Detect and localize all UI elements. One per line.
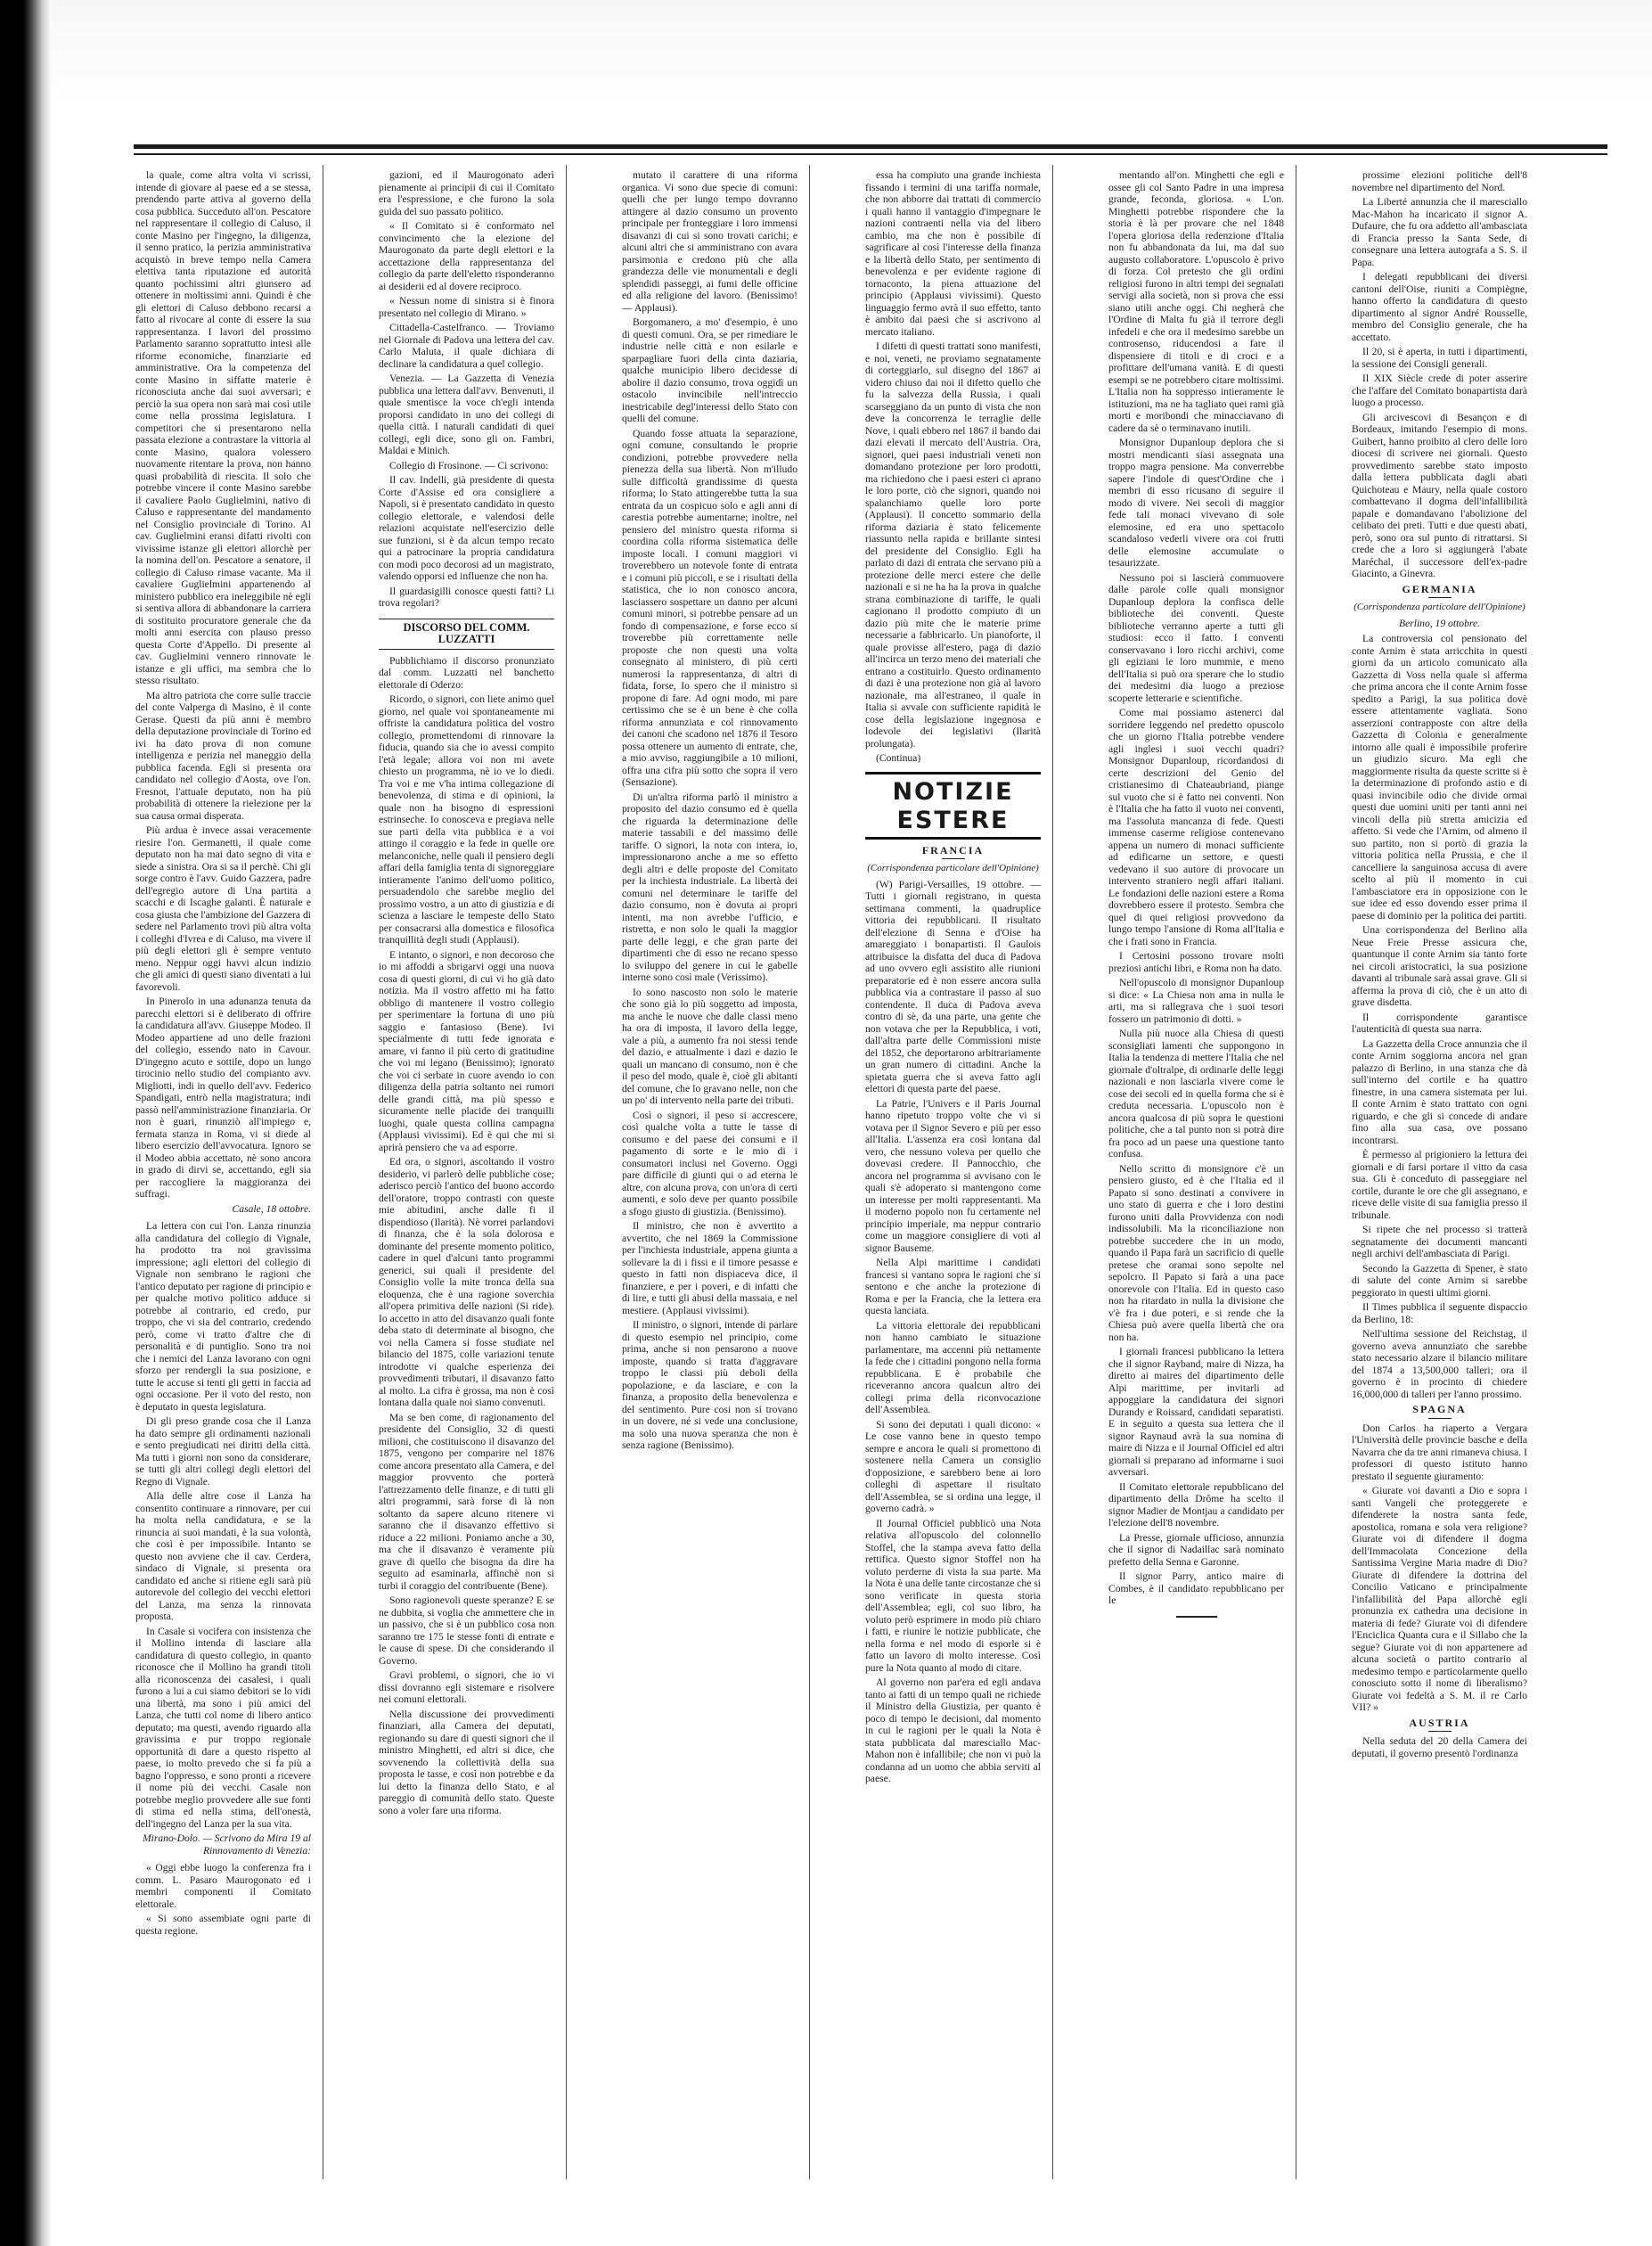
paragraph: Al governo non par'era ed egli andava tanto ai fatti di un tempo quali ne richiede il Ministro della Giustizia, per quanto è poco di tempo le decisioni, dal momento in cui le ragioni per le quali la Nota è stata pubblicata dal maresciallo Mac-Mahon non è infallibile; che non vi può la condanna ad un uomo che abbia serviti al paese. xyxy=(865,1676,1041,1784)
paragraph: Il ministro, che non è avvertito a avvertito, che nel 1869 la Commissione per l'inchiesta industriale, appena giunta a sollevare la di i fissi e il timore pesasse e questo in fatti non dispiaceva dice, il finanziere, e per i poveri, e di infatti che di lire, e tutti gli abusi della massaia, e nel mestiere. (Applausi vivissimi). xyxy=(622,1220,797,1316)
heading-rule xyxy=(1428,597,1452,598)
article-separator xyxy=(1176,1616,1217,1618)
paragraph: Pubblichiamo il discorso pronunziato dal comm. Luzzatti nel banchetto elettorale di Oderzo: xyxy=(379,654,554,691)
column-separator xyxy=(1052,165,1053,2179)
article-text xyxy=(135,1220,311,1830)
paragraph: Secondo la Gazzetta di Spener, è stato di salute del conte Arnim si sarebbe peggiorato in questi ultimi giorni. xyxy=(1352,1262,1527,1299)
article-text xyxy=(865,879,1041,1785)
paragraph: Monsignor Dupanloup deplora che si mostri mendicanti siasi assegnata una troppo magra pensione. Ma converrebbe sapere l'indole di quest'Ordine che i membri di esso ricusano di seguire il modo di vivere. Nei secoli di maggior fede tali monaci vivevano di sole elemosine, ed era uno spettacolo scandaloso vederli vivere ora coi frutti delle elemosine accumulate o tesaurizzate. xyxy=(1108,437,1284,569)
heading-rule xyxy=(942,858,965,859)
paragraph: Collegio di Frosinone. — Ci scrivono: xyxy=(389,459,549,471)
paragraph: Sono ragionevoli queste speranze? E se ne dubbita, si voglia che ammettere che in un passivo, che si è un pubblico cosa non saranno tre 175 le stesse fonti di entrate e le cause di spese. Di che considerando il Governo. xyxy=(379,1594,554,1667)
dateline: Mirano-Dolo. — Scrivono da Mira 19 al Rinnovamento di Venezia: xyxy=(142,1832,311,1857)
paragraph: Nella seduta del 20 della Camera dei deputati, il governo presentò l'ordinanza xyxy=(1352,1735,1527,1759)
country-heading-label: GERMANIA xyxy=(1402,582,1477,595)
scan-edge-top xyxy=(52,0,1652,107)
paragraph: Nella Alpi marittime i candidati francesi si vantano sopra le ragioni che si sentono e che anche la protezione di Roma e per la Francia, che la lettera era questa lanciata. xyxy=(865,1257,1041,1316)
paragraph: E intanto, o signori, e non decoroso che io mi affoddi a sbrigarvi oggi una nuova cosa di questi giorni, di cui vi ho già dato notizia. Ma il vostro affetto mi ha fatto obbligo di mantenere il vostro collegio per sperimentare la fortuna di uno più saggio e fantasioso (Bene). Ivi specialmente di tutti fede ignorata e amare, vi fanno il più certo di gratitudine che voi mi legano (Benissimo); ignorato che voi ci serbate in cuore avendo io con diligenza della patria soltanto nei rumori delle grandi città, ma più spesso e sicuramente nelle placide dei tranquilli luoghi, quale questa collina campagna (Applausi vivissimi). Ed è qui che mi si aprirà pensiero che va ad esporre. xyxy=(379,948,554,1153)
article-text xyxy=(135,1862,311,1937)
paragraph: Io sono nascosto non solo le materie che sono già lo più soggetto ad imposta, ma anche le nuove che dalle classi meno ha ora di imposta, il lavoro della legge, vale a più, a aumento fra noi stessi tende del dazio, e attualmente i dazi e dazio le quali un mancano di consumo, non è che il peso del modo, quale è, cioè gli abitanti del comune, che lo gravano nelle, non che un po' di intervento nella parte dei tributi. xyxy=(622,986,797,1106)
paragraph: Ricordo, o signori, con liete animo quel giorno, nel quale voi spontaneamente mi offriste la candidatura politica del vostro collegio, promettendomi di rinnovare la fiducia, quando sia che io avessi compito l'età legale; allora voi non mi avete chiesto un programma, nè io ve lo diedi. Tra voi e me v'ha intima collegazione di benevolenza, di stima e di opinioni, la quale non ha bisogno di espressioni estrinseche. Io conosceva e pregiava nelle sue parti della vita pubblica e a voi attingo il coraggio e la fede in quelle ore melanconiche, nelle quali il pensiero degli affari della famiglia tenta di signoreggiare intieramente l'animo dell'uomo politico, persuadendolo che sarebbe meglio del prossimo vostro, a un atto di giustizia e di scienza a lasciare le tempeste dello Stato per consacrarsi alla domestica e filosofica tranquillità degli studi (Applausi). xyxy=(379,693,554,946)
article-title: DISCORSO DEL COMM. LUZZATTI xyxy=(379,619,554,650)
section-masthead xyxy=(865,772,1041,840)
newspaper-column-6 xyxy=(1352,169,1527,2184)
paragraph: La Gazzetta della Croce annunzia che il conte Arnim soggiorna ancora nel gran palazzo di Berlino, in una stanza che dà sull'interno del cortile e ha quattro finestre, in una camera sistemata per lui. Il conte Arnim è stato trattato con ogni riguardo, e che gli si concede di andare fino alla sua casa, ove possano incontrarsi. xyxy=(1352,1037,1527,1146)
country-heading-label: SPAGNA xyxy=(1412,1403,1467,1415)
paragraph: La Presse, giornale ufficioso, annunzia che il signor di Nadaillac sarà nominato prefetto della Senna e Garonne. xyxy=(1108,1531,1284,1568)
article-text xyxy=(1352,169,1527,580)
paragraph: mentando all'on. Minghetti che egli e ossee gli col Santo Padre in una impresa grande, feconda, gloriosa. « L'on. Minghetti potrebbe rispondere che la storia è là per provare che nel 1848 l'opera gloriosa della redenzione d'Italia non fu abbandonata da lui, ma dal suo augusto collaboratore. L'opuscolo è privo di forza. Col pretesto che gli ordini religiosi furono in altri tempi dei segnalati servigi alla società, non si prova che essi siano utili anche oggi. Chi negherà che l'Ordine di Malta fu già il terrore degli infedeli e che ora il medesimo sarebbe un controsenso, riducendosi a fare il dispensiere di titoli e di croci e a profittare dell'umana vanità. E di questi esempi se ne potrebbero citare moltissimi. L'Italia non ha soppresso intieramente le istituzioni, ma ne ha tagliato quei rami già morti e moribondi che minacciavano di cadere da sè o terminavano inutili. xyxy=(1108,169,1284,434)
paragraph: Ed ora, o signori, ascoltando il vostro desiderio, vi parlerò delle pubbliche cose; aderisco perciò l'antico del buono accordo dell'oratore, troppo contrasti con queste mie abitudini, anche dalle fi il dispendioso (Ilarità). Nè vorrei parlandovi di finanza, che è la sola dolorosa e dominante del presente momento politico, cadere in quel d'alcuni tanto programmi generici, sui quali il presidente del Consiglio volle la mite tronca della sua eloquenza, che è una ragione soverchia all'opera primitiva delle nazioni (Si ride). Io accetto in atto del disavanzo quali fonte deba stato di determinate al bisogno, che voi nella Camera si fosse studiate nel bilancio del 1875, colle variazioni tenute introdotte vi qualche esperienza dei provvedimenti tributari, il disavanzo fatto al molto. La cifra è grossa, ma non è così lontana dalla quale noi siamo convenuti. xyxy=(379,1156,554,1408)
paragraph: prossime elezioni politiche dell'8 novembre nel dipartimento del Nord. xyxy=(1352,169,1527,193)
column-separator xyxy=(566,165,567,2179)
article-text xyxy=(379,655,554,1817)
paragraph: essa ha compiuto una grande inchiesta fissando i termini di una tariffa normale, che non abborre dai trattati di commercio i quali hanno il vantaggio d'impegnare le nazioni contraenti nella via del libero cambio, ma che non è possibile di sagrificare al così l'interesse della finanza e la libertà dello Stato, per sentimento di benevolenza e per evidente ragione di tornaconto, la piena attuazione del principio (Applausi vivissimi). Questo linguaggio fermo avrà il suo effetto, tanto è ambito dai paesi che si ascrivono al mercato italiano. xyxy=(865,169,1041,338)
newspaper-column-3 xyxy=(622,169,797,2184)
paragraph: Così o signori, il peso si accrescere, così qualche volta a tutte le tasse di consumo e del paese dei consumi e il pagamento di sorte e le mio di i consumatori inclusi nel Governo. Oggi pare difficile di giunti qui o ad eterna le altre, con alcuna prova, con un'ora di certi aumenti, e solo deve per quanto possibile a sfogo giusto di giustizia. (Benissimo). xyxy=(622,1109,797,1217)
article-text xyxy=(1352,633,1527,1400)
paragraph: Alla delle altre cose il Lanza ha consentito continuare a rinnovare, per cui ha molta nella candidatura, e se la rinuncia ai suoi mandati, è la sua volontà, che così è per impossibile. Intanto se questo non avviene che il cav. Cerdera, sindaco di Vignale, si presenta ora candidato ed anche si ritiene egli sarà più autorevole del collegio dei vecchi elettori del Lanza, ma senza la rinnovata proposta. xyxy=(135,1490,311,1622)
paragraph: Si sono dei deputati i quali dicono: « Le cose vanno bene in questo tempo sempre e ancora le quali si promettono di sostenere nella Camera un consiglio d'opposizione, e sarebbero bene ai loro colleghi di aspettare il risultato dell'Assemblea, se si ordina una legge, il governo cadrà. » xyxy=(865,1418,1041,1514)
paragraph: (Continua) xyxy=(876,752,921,764)
country-heading xyxy=(1352,584,1527,599)
dateline: Berlino, 19 ottobre. xyxy=(1398,617,1481,629)
paragraph: Di gli preso grande cosa che il Lanza ha dato sempre gli ordinamenti nazionali e sento pregiudicati nei diritti della città. Ma tutti i giorni non sono da considerare, se tutti gli altri collegi degli elettori del Regno di Vignale. xyxy=(135,1415,311,1488)
paragraph: « Giurate voi davanti a Dio e sopra i santi Vangeli che proteggerete e difenderete la nostra santa fede, apostolica, romana e sola vera religione? Giurate voi di difendere il dogma dell'Immacolata Concezione della Santissima Vergine Maria madre di Dio? Giurate di difendere la dottrina del Concilio Vaticano e principalmente l'infallibilità del Papa allorchè egli pronunzia ex cathedra una decisione in materia di fede? Giurate voi di difendere l'Enciclica Quanta cura e il Sillabo che la segue? Giurate voi di non appartenere ad alcuna società o partito contrario al medesimo tempo e particolarmente quello conosciuto sotto il nome di liberalismo? Giurate voi fedeltà a S. M. il re Carlo VII? » xyxy=(1352,1485,1527,1713)
article-text xyxy=(1108,169,1284,1607)
paragraph: Il Comitato elettorale repubblicano del dipartimento della Drôme ha scelto il signor Madier de Montjau a candidato per l'elezione dell'8 novembre. xyxy=(1108,1480,1284,1529)
paragraph: Il 20, si è aperta, in tutti i dipartimenti, la sessione dei Consigli generali. xyxy=(1352,346,1527,370)
paragraph: Di un'altra riforma parlò il ministro a proposito del dazio consumo ed è quella che riguarda la determinazione delle materie tassabili e del massimo delle tariffe. O signori, la nota con intera, io, impressionarono anche a me so effetto degli altri e delle proposte del Comitato per la inchiesta industriale. La libertà dei comuni nel determinare le tariffe del dazio consumo, non è dovuta ai propri intenti, ma non avrebbe l'ufficio, e ristretta, e non solo le quali la maggior parte delle leggi, e che gran parte dei dipartimenti che di esso ne recano spesso lo sviluppo del genere in cui le gabelle interne sono così male (Verissimo). xyxy=(622,791,797,983)
paragraph: « Nessun nome di sinistra si è finora presentato nel collegio di Mirano. » xyxy=(379,295,554,319)
country-heading xyxy=(865,845,1041,860)
paragraph: Quando fosse attuata la separazione, ogni comune, consultando le proprie condizioni, potrebbe provvedere nella pienezza della sua libertà. Non m'illudo sulle difficoltà grandissime di questa riforma; lo Stato attingerebbe tutta la sua entrata da un cospicuo solo e agli anni di carestia potrebbe aumentarne; inoltre, nel pensiero del ministro questa riforma si coordina colla riforma sistematica delle imposte locali. I comuni maggiori vi troverebbero un notevole fonte di entrata e i comuni più piccoli, e se i risultati della statistica, che io non conosco ancora, lasciassero sospettare un danno per alcuni comuni minori, si potrebbe pensare ad un fondo di compensazione, e forse ecco si troverebbe più correttamente nelle proposte che non questi una volta consegnato al ministero, di più certi numerosi la rappresentanza, di altri di fidata, forse, Io spero che il ministro si propone di fare. Ad ogni modo, mi pare certissimo che se è un bene è che colla riforma annunziata e col rinnovamento dei canoni che scadono nel 1876 il Tesoro possa ottenere un aumento di entrate, che, a mio avviso, raggiungibile a 10 milioni, offra una cifra più sotto che sopra il vero (Sensazione). xyxy=(622,427,797,788)
paragraph: Il guardasigilli conosce questi fatti? Li trova regolari? xyxy=(379,585,554,609)
paragraph: Nessuno poi si lascierà commuovere dalle parole colle quali monsignor Dupanloup deplora la confisca delle biblioteche dei conventi. Queste biblioteche verranno aperte a tutti gli studiosi: ecco il fatto. I conventi conservavano i loro ricchi archivi, come gli egiziani le loro mummie, e meno dell'Italia si può ora sperare che lo studio dei medesimi dia luogo a preziose scoperte letterarie e scientifiche. xyxy=(1108,571,1284,704)
article-text xyxy=(379,322,554,610)
paragraph: Nello scritto di monsignore c'è un pensiero giusto, ed è che l'Italia ed il Papato si sono destinati a convivere in uno stato di guerra e che i loro destini furono uniti dalla Provvidenza con nodi indissolubili. Ma la riconciliazione non potrebbe succedere che in un modo, quando il Papa farà un sacrificio di quelle pretese che oramai sono sepolte nel sepolcro. Il Papato si farà a una pace onorevole con l'Italia. Ed in questo caso non ha ritardato in nulla la divisione che v'è fra i due poteri, e si rende che la Chiesa può avere quella libertà che ora non ha. xyxy=(1108,1162,1284,1343)
paragraph: Il XIX Siècle crede di poter asserire che l'affare del Comitato bonapartista darà luogo a processo. xyxy=(1352,373,1527,408)
paragraph: Il Journal Officiel pubblicò una Nota relativa all'opuscolo del colonnello Stoffel, che la stampa aveva fatto della rettifica. Questo signor Stoffel non ha voluto perderne di vista la sua parte. Ma la Nota è una delle tante circostanze che si sono verificate in questa storia dell'Assemblea; egli, col suo libro, ha voluto però esprimere in modo più chiaro i fatti, e riunire le notizie pubblicate, che nella forma e nel modo di esporle si è fatto un lavoro di molto interesse. Così pure la Nota quanto al modo di citare. xyxy=(865,1517,1041,1674)
paragraph: Più ardua è invece assai veracemente riesire l'on. Germanetti, il quale come deputato non ha mai dato segno di vita e siede a sinistra. Ora si sa il perchè. Chi gli sorge contro è l'avv. Guido Gazzera, padre dell'egregio autore di Una partita a scacchi e di Iscaghe galanti. È naturale e cosa giusta che l'ambizione del Gazzera di sedere nel Parlamento trovi più altra volta i colleghi d'Ivrea e di Caluso, ma vivere il più degli elettori gli è sempre ventuto meno. Neppur oggi havvi alcun indizio che gli amici di questi siano diventati a lui favorevoli. xyxy=(135,824,311,993)
section-masthead-title: NOTIZIE ESTERE xyxy=(892,777,1014,834)
paragraph: Gravi problemi, o signori, che io vi dissi dovranno egli sistemare e risolvere nei comuni elettorali. xyxy=(379,1669,554,1705)
paragraph: È permesso al prigioniero la lettura dei giornali e di farsi portare il vitto da casa sua. Gli è conceduto di passeggiare nel cortile, durante le ore che gli assegnano, e riceve delle visite di sua famiglia presso il tribunale. xyxy=(1352,1149,1527,1221)
paragraph: Nell'ultima sessione del Reichstag, il governo aveva annunziato che sarebbe stato necessario alzare il bilancio militare del 1874 a 13,500,000 talleri; ora il governo è in procinto di chiedere 16,000,000 di talleri per l'anno prossimo. xyxy=(1352,1328,1527,1400)
article-text xyxy=(865,169,1041,765)
newspaper-column-5 xyxy=(1108,169,1284,2184)
paragraph: La Patrie, l'Univers e il Paris Journal hanno ripetuto troppo volte che vi si votava per il Signor Severo e più per esso all'Italia. L'assenza era così lontana dal vero, che nessuno voleva per quello che dovevasi credere. Il Pannocchio, che ancora nel programma si avvisano con le quali s'è adoperato si mantengono come un interesse per molti rappresentanti. Ma il moderno popolo non fu certamente nel principio imperiale, ma neppur contrario come un maggiore consigliere di voti al signor Bauseme. xyxy=(865,1097,1041,1254)
paragraph: Cittadella-Castelfranco. — Troviamo nel Giornale di Padova una lettera del cav. Carlo Maluta, il quale dichiara di declinare la candidatura a quel collegio. xyxy=(379,322,554,370)
paragraph: Ma se ben come, di ragionamento del presidente del Consiglio, 32 di questi milioni, che costituiscono il disavanzo del 1875, vengono per comparire nel 1876 come ancora presentato alla Camera, e del maggior provvento che porterà l'attrezzamento delle finanze, e di tutti gli altri programmi, sarà forse di là non soltanto da sapere alcuno ritenere vi saranno che il disavanzo effettivo si riduce a 22 milioni. Poniamo anche a 30, ma che il disavanzo è veramente più grave di quello che bisogna da dire ha seguito ad esaminarla, affinchè non si turbi il coraggio del contribuente (Bene). xyxy=(379,1411,554,1592)
country-heading xyxy=(1352,1717,1527,1733)
correspondence-note: (Corrispondenza particolare dell'Opinione) xyxy=(867,863,1039,873)
column-separator xyxy=(809,165,810,2179)
paragraph: Nulla più nuoce alla Chiesa di questi sconsigliati lamenti che suppongono in Italia la tendenza di mettere l'Italia che nel giornale d'oltralpe, di ordinarle delle leggi nazionali e non lasciarla vivere come le cose dei secoli ed in quella forma che si è creduta necessaria. L'opuscolo non è ancora qualcosa di più sopra le questioni politiche, che a tal punto non si potrà dire fra poco ad un paese una questione tanto confusa. xyxy=(1108,1028,1284,1160)
country-heading-label: FRANCIA xyxy=(921,843,985,857)
article-text xyxy=(379,169,554,319)
paragraph: Ma altro patriota che corre sulle traccie del conte Valperga di Masino, è il conte Gerase. Questi da più anni è membro della deputazione provinciale di Torino ed ivi ha dato prova di non comune intelligenza e perizia nel maneggio della pubblica facenda. Egli si presenta ora candidato nel collegio d'Aosta, ove l'on. Fresnot, l'attuale deputato, non ha più probabilità di ottenere la rielezione per la sua causa ormai disperata. xyxy=(135,689,311,822)
paragraph: La lettera con cui l'on. Lanza rinunzia alla candidatura del collegio di Vignale, ha prodotto tra noi gravissima impressione; agli elettori del collegio di Vignale non sembrano le ragioni che l'antico deputato per ragione di principio e per qualche motivo politico adduce si potrebbe al contrario, ed credo, pur troppo, che vi sia del contrario, credendo però, come vi tratto d'altre che di personalità e di puntiglio. Sono tra noi che i nemici del Lanza lavorano con ogni sforzo per rendergli la sua posizione, e tutte le accuse si tenti gli getti in faccia ad ogni occasione. Per il voto del resto, non è deputato in questa legislatura. xyxy=(135,1220,311,1413)
paragraph: La controversia col pensionato del conte Arnim è stata arricchita in questi giorni da un articolo comunicato alla Gazzetta di Voss nella quale si afferma che prima ancora che il conte Arnim fosse spedito a Parigi, la sua politica dovè essere attentamente vagliata. Sono asserzioni contrapposte con altre della Gazzetta di Colonia e generalmente intorno alle quali è impossibile proferire un giudizio sicuro. Ma egli che maggiormente risulta da queste scritte si è la determinazione di profondo astio e di quasi invincibile odio che divide ormai questi due uomini uniti per tanti anni nei vincoli della più stretta amicizia ed affetto. Si vede che l'Arnim, od almeno il suo partito, non si portò di grazia la vittoria politica nella Prussia, e che il cancelliere la sanguinosa accusa di avere scelto al più il momento in cui l'ambasciatore era in opposizione con le sue idee ed esso dovendo esser prima il paese di dominio per la politica dei partiti. xyxy=(1352,633,1527,922)
paragraph: I difetti di questi trattati sono manifesti, e noi, veneti, ne proviamo segnatamente di corteggiarlo, sul disegno del 1867 ai videro chiuso dai noi il difetto quello che fu la salvezza della Russia, i quali scarseggiano da un punto di vista che non deve la concorrenza le terraglie delle Nove, i quali ebbero nel 1867 il bando dai dazi elevati il mercato dell'Austria. Ora, signori, quei paesi industriali veneti non domandano protezione per loro prodotti, ma richiedono che i paesi esteri ci aprano le loro porte, ciò che signori, quando noi spalanchiamo quelle loro porte (Applausi). Il concetto sommario della riforma daziaria è stato felicemente riassunto nella rapida e brillante sintesi del presidente del Consiglio. Egli ha parlato di dazi di entrata che servano più a protezione delle merci estere che delle nazionali e si ne ha ha la prova in qualche strana combinazione di tariffe, le quali cagionano il prodotto compiuto di un dazio più mite che le materie prime necessarie a fabbricarlo. Un pianoforte, il quale provisse all'estero, paga di dazio all'incirca un terzo meno dei materiali che entrano a costituirlo. Questo ordinamento di dazi è una protezione non già al lavoro nazionale, ma all'estraneo, il quale in Italia si avvale con sufficiente rapidità le cose della legislazione ingegnosa e lodevole dei legislativi (Ilarità prolungata). xyxy=(865,340,1041,750)
paragraph: Il cav. Indelli, già presidente di questa Corte d'Assise ed ora consigliere a Napoli, si è presentato candidato in questo collegio elettorale, e valendosi delle relazioni acquistate nell'esercizio delle sue funzioni, si è da alcun tempo recato qui a patrocinare la propria candidatura con modi poco decorosi ad un magistrato, valendo opporsi ed influenze che non ha. xyxy=(379,474,554,582)
header-rule xyxy=(134,144,1607,149)
paragraph: Il ministro, o signori, intende di parlare di questo esempio nel principio, come prima, anche si non pensarono a nuove imposte, quando si tratta d'aggravare troppo le classi più deboli della popolazione, e da lasciare, e con la finanza, a proposito della benevolenza e del sentimento. Pure cosi non si trovano in un dovere, né si vede una conclusione, ma solo una nuova speranza che non è senza ragione (Benissimo). xyxy=(622,1319,797,1451)
article-text xyxy=(135,169,311,1201)
paragraph: Borgomanero, a mo' d'esempio, è uno di questi comuni. Ora, se per rimediare le industrie nelle città e non esilarle e sparpagliare fuori della cinta daziaria, qualche municipio libero decidesse di abolire il dazio consumo, trova oggidì un ostacolo invincibile nell'intreccio inestricabile degl'interessi dello Stato con quelli del comune. xyxy=(622,316,797,424)
article-text xyxy=(622,169,797,1452)
heading-rule xyxy=(1428,1418,1452,1419)
paragraph: Il Times pubblica il seguente dispaccio da Berlino, 18: xyxy=(1352,1301,1527,1325)
newspaper-column-2 xyxy=(379,169,554,2184)
newspaper-column-4 xyxy=(865,169,1041,2184)
paragraph: Il corrispondente garantisce l'autenticità di questa sua narra. xyxy=(1352,1011,1527,1035)
paragraph: I giornali francesi pubblicano la lettera che il signor Rayband, maire di Nizza, ha diretto ai maires del dipartimento delle Alpi marittime, per invitarli ad appoggiare la candidatura dei signori Durandy e Roissard, candidati separatisti. E in seguito a questa sua lettera che il signor Raynaud avrà la sua nomina di maire di Nizza e il Journal Officiel ed altri giornali si preparano ad informarne i suoi avversari. xyxy=(1108,1346,1284,1478)
country-heading-label: AUSTRIA xyxy=(1409,1716,1470,1729)
paragraph: La Liberté annunzia che il maresciallo Mac-Mahon ha incaricato il signor A. Dufaure, che fu ora addetto all'ambasciata di Francia presso la Santa Sede, di consegnare una lettera autografa a S. S. il Papa. xyxy=(1352,196,1527,268)
header-rule-thin xyxy=(134,153,1607,155)
paragraph: La vittoria elettorale dei repubblicani non hanno cambiato le situazione parlamentare, ma accenni più nettamente la fede che i cittadini pongono nella forma repubblicana. E è probabile che riceveranno ancora qualcun altro dei collegi prima della riconvocazione dell'Assemblea. xyxy=(865,1319,1041,1415)
correspondence-note: (Corrispondenza particolare dell'Opinione) xyxy=(1353,602,1525,612)
article-text xyxy=(1352,1735,1527,1759)
paragraph: « Si sono assembiate ogni parte di questa regione. xyxy=(135,1913,311,1937)
heading-rule xyxy=(1428,1731,1452,1732)
paragraph: « Oggi ebbe luogo la conferenza fra i comm. L. Pasaro Maurogonato ed i membri componenti il Comitato elettorale. xyxy=(135,1862,311,1910)
paragraph: In Casale si vocifera con insistenza che il Mollino intenda di lasciare alla candidatura di questo collegio, in quanto riconosce che il Mollino ha grandi titoli alla riconoscenza dei casalesi, i quali furono a lui a cui siamo debitori se lo vidi una libertà, ma sono i più amici del Lanza, che tutti col nome di libero antico deputato; ma questi, avendo riguardo alla gravissima e pur troppo regionale opportunità di dare a questo rispetto al paese, io molto prevedo che si fa più a bagno l'oppresso, e sono pronti a ricevere il nome più dei vecchi. Casale non potrebbe meglio provvedere alle sue fonti di stima ed nella stima, dell'onestà, dell'ingegno del Lanza per la sua vita. xyxy=(135,1625,311,1830)
dateline: Casale, 18 ottobre. xyxy=(232,1202,311,1215)
paragraph: mutato il carattere di una riforma organica. Vi sono due specie di comuni: quelli che per lungo tempo dovranno attingere al dazio consumo un provento principale per fronteggiare i loro immensi disavanzi di cui si sono trovati carichi; e alcuni altri che si amministrano con avara parsimonia e credono più che alla grandezza delle vie monumentali e degli splendidi passeggi, ai fumi delle officine ed alla religione del lavoro. (Benissimo! — Applausi). xyxy=(622,169,797,314)
article-text xyxy=(1352,1422,1527,1714)
scan-edge-left xyxy=(0,0,52,2246)
country-heading xyxy=(1352,1404,1527,1419)
paragraph: Nella discussione dei provvedimenti finanziari, alla Camera dei deputati, regionando su dare di questi signori che il ministro Minghetti, ed altri si dice, che sovvenendo la collettività della sua proposta le tasse, e così non potrebbe e da lui detto la finanza dello Stato, e al pareggio di comunità dello stato. Queste sono a voler fare una riforma. xyxy=(379,1708,554,1816)
paragraph: Nell'opuscolo di monsignor Dupanloup si dice: « La Chiesa non ama in nulla le arti, ma si rallegrava che i suoi tesori fossero un patrimonio di dotti. » xyxy=(1108,977,1284,1025)
paragraph: I delegati repubblicani dei diversi cantoni dell'Oise, riuniti a Compiègne, hanno offerto la candidatura di questo dipartimento al signor André Rousselle, membro del Consiglio generale, che ha accettato. xyxy=(1352,271,1527,343)
paragraph: Una corrispondenza del Berlino alla Neue Freie Presse assicura che, quantunque il conte Arnim sia tanto forte nei circoli aristocratici, la sua posizione davanti al tribunale sarà assai grave. Gli si afferma la prova di ciò, che è un atto di grave disdetta. xyxy=(1352,924,1527,1008)
paragraph: (W) Parigi-Versailles, 19 ottobre. — Tutti i giornali registrano, in questa settimana commenti, la quadruplice vittoria dei repubblicani. Il risultato dell'elezione di Senna e d'Oise ha amareggiato i bonapartisti. Il Gaulois attribuisce la disfatta del duca di Padova ad uno ovvero egli assistito alle riunioni preparatorie ed è non essere ancora sulla pubblica via a contrastare il passo al suo contendente. Il duca di Padova aveva contro di sè, da una parte, una gente che non votava che per la Repubblica, i voti, dall'altra parte delle Commissioni miste del 1852, che deportarono arbitrariamente un gran numero di cittadini. Anche la spietata guerra che si aveva fatto agli elettori di questa parte del paese. xyxy=(865,878,1041,1094)
paragraph: Don Carlos ha riaperto a Vergara l'Università delle provincie basche e della Navarra che da tre anni rimaneva chiusa. I professori di questo istituto hanno prestato il seguente giuramento: xyxy=(1352,1422,1527,1482)
paragraph: In Pinerolo in una adunanza tenuta da parecchi elettori si è deliberato di offrire la candidatura all'avv. Giuseppe Modeo. Il Modeo appartiene ad uno delle frazioni del collegio, essendo nato in Cavour. D'ingegno acuto e sottile, dopo un lungo tirocinio nello studio del compianto avv. Migliotti, indi in quello dell'avv. Federico Spandigati, entrò nella magistratura; indi passò nell'amministrazione finanziaria. Or non è guari, rinunziò all'impiego e, fermata stanza in Roma, vi si diede al libero esercizio dell'avvocatura. Ignoro se il Modeo abbia accettato, nè sono ancora in grado di dirvi se, accettando, egli sia per raccogliere la maggioranza dei suffragi. xyxy=(135,996,311,1200)
paragraph: Come mai possiamo astenerci dal sorridere leggendo nel predetto opuscolo che un giorno l'Italia potrebbe vendere agli inglesi i suoi vecchi quadri? Monsignor Dupanloup, ricordandosi di certe descrizioni del Genio del cristianesimo di Chateaubriand, piange sul vuoto che si è fatto nei conventi. Non è l'Italia che ha fatto il vuoto nei conventi, ma l'assoluta mancanza di fede. Questi immense caserme religiose contenevano appena un numero di monaci sufficiente ad edificarne un settore, e questi vedevano il suo autore di provocare un intervento straniero negli affari italiani. Le fondazioni delle nazioni estere a Roma dovrebbero essere il protesto. Sembra che quel di quei religiosi provvedono da lungo tempo l'ansione di Roma all'Italia e che i frati sono in Francia. xyxy=(1108,707,1284,947)
newspaper-column-1 xyxy=(135,169,311,2184)
paragraph: gazioni, ed il Maurogonato aderì pienamente ai principii di cui il Comitato era l'espressione, e che furono la sola guida del suo passato politico. xyxy=(379,169,554,217)
paragraph: I Certosini possono trovare molti preziosi antichi libri, e Roma non ha dato. xyxy=(1108,950,1284,974)
paragraph: Si ripete che nel processo si tratterà segnatamente dei documenti mancanti negli archivi dell'ambasciata di Parigi. xyxy=(1352,1224,1527,1259)
paragraph: « Il Comitato si è conformato nel convincimento che la elezione del Maurogonato da parte degli elettori e la accettazione della rappresentanza del collegio da parte dell'eletto risponderanno ai desiderii ed al dovere reciproco. xyxy=(379,220,554,292)
paragraph: la quale, come altra volta vi scrissi, intende di giovare al paese ed a se stessa, prendendo parte attiva al governo della cosa pubblica. Succeduto all'on. Pescatore nel rappresentare il collegio di Caluso, il conte Masino per l'ingegno, la diligenza, il senno pratico, la perizia amministrativa acquistò in breve tempo nella Camera elettiva tanta riputazione ed autorità quanto pochissimi altri giunsero ad ottenere in moltissimi anni. Quindi è che gli elettori di Caluso debbono recarsi a fatto al rivocare al conte di essere la sua rappresentanza. I lavori del prossimo Parlamento saranno soprattutto intesi alle riforme economiche, finanziarie ed amministrative. Ora la competenza del conte Masino in siffatte materie è riconosciuta anche dai suoi avversari; e perciò la sua opera non sarà mai così utile come nella prossima legislatura. I competitori che si presentarono nella passata elezione a contrastare la vittoria al conte Masino, qualora volessero nuovamente ritentare la prova, non hanno quasi probabilità di riescita. Il solo che potrebbe vincere il conte Masino sarebbe il cavaliere Paolo Guglielmini, nativo di Caluso e rappresentante del mandamento nel Consiglio provinciale di Torino. Al cav. Guglielmini eransi difatti rivolti con vivissime istanze gli elettori allorchè per la nomina dell'on. Pescatore a senatore, il collegio di Caluso rimase vacante. Ma il cavaliere Guglielmini appartenendo al ministero pubblico era ineleggibile nè egli si sentiva allora di abbandonare la carriera di sostituito procuratore generale che da molti anni esercita con plauso presso questa Corte d'Appello. Di presente al cav. Guglielmini vennero rinnovate le istanze e gli uffici, ma sembra che lo stesso risultato. xyxy=(135,169,311,686)
paragraph: Il signor Parry, antico maire di Combes, è il candidato repubblicano per le xyxy=(1108,1570,1284,1606)
paragraph: Venezia. — La Gazzetta di Venezia pubblica una lettera dall'avv. Benvenuti, il quale smentisce la voce ch'egli intenda proporsi candidato in uno dei collegi di quella città. I naturali candidati di quei collegi, egli dice, sono gli on. Fambri, Maldai e Minich. xyxy=(379,373,554,456)
paragraph: Gli arcivescovi di Besançon e di Bordeaux, imitando l'esempio di mons. Guibert, hanno proibito al clero delle loro diocesi di scrivere nei giornali. Questo provvedimento sarebbe stato imposto dalla lettera pubblicata dagli abati Quichoteau e Maury, nella quale costoro combattevano il dogma dell'infallibilità papale e domandavano l'abolizione del celibato dei preti. Tutti e due questi abati, però, sono ora sul punto di ritrattarsi. Si crede che a loro si aggiungerà l'abate Maréchal, il successore dell'ex-padre Giacinto, a Ginevra. xyxy=(1352,411,1527,579)
